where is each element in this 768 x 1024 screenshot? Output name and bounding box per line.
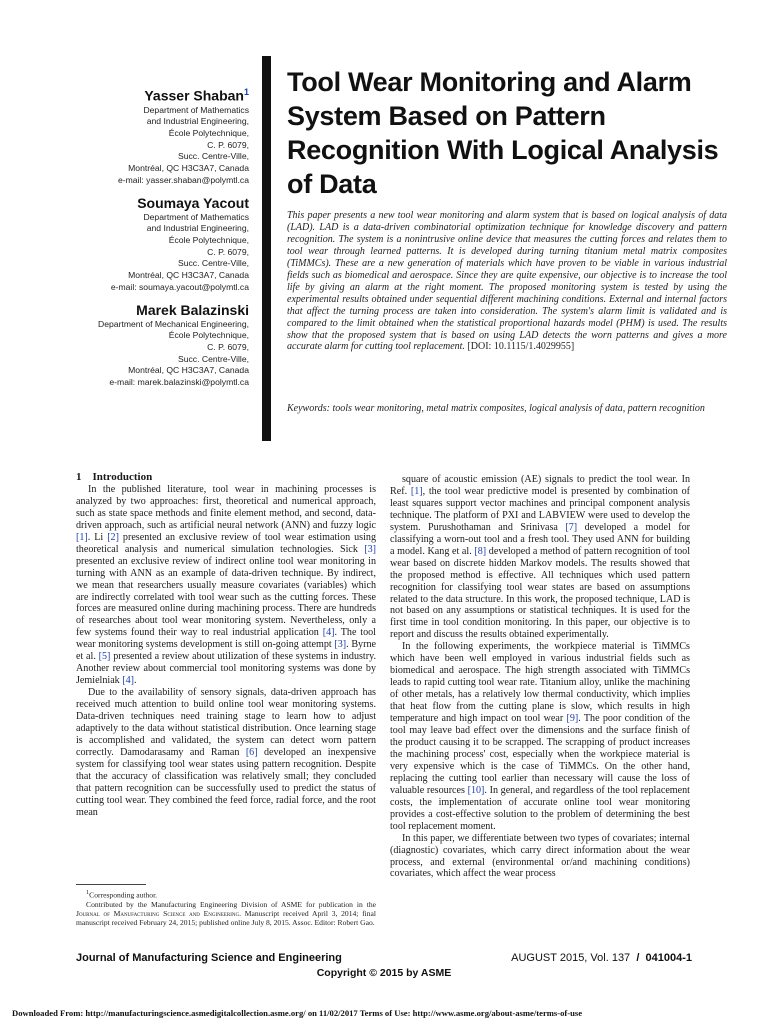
affiliation-line: C. P. 6079,: [207, 139, 249, 150]
affiliation-line: École Polytechnique,: [168, 234, 249, 245]
left-body: [76, 484, 376, 819]
text-run: developed an inexpensive system for classifying tool wear states using pattern recognition. Despite that the accuracy of classification was relatively small; they concluded that pattern recognition can be successfully used to predict the status of cutting tool wear. They combined the feed force, radial force, and the root mean: [76, 746, 376, 818]
text-run: .: [134, 675, 137, 687]
citation-link[interactable]: [1]: [410, 485, 423, 497]
body-paragraph: [390, 474, 690, 641]
right-column: [390, 474, 690, 880]
citation-link[interactable]: [3]: [334, 639, 347, 651]
body-paragraph: [390, 641, 690, 832]
author-footnote-marker[interactable]: 1: [243, 87, 249, 97]
citation-link[interactable]: [2]: [107, 531, 119, 543]
affiliation-line: Succ. Centre-Ville,: [177, 151, 249, 162]
footnote-corresponding-text: Corresponding author.: [89, 890, 158, 900]
text-run: In this paper, we differentiate between two types of covariates; internal (diagnostic) covariates, which carry direct information about the wear process, and external (environmental or/and machining conditions) covariates, which affect the wear process: [390, 832, 690, 880]
paper-title: Tool Wear Monitoring and Alarm System Based on Pattern Recognition With Logical Analysis of Data: [287, 67, 719, 199]
text-run: . Manuscript received April 3, 2014; final manuscript received February 24, 2015; published online July 8, 2015. Assoc. Editor: Robert Gao.: [76, 909, 377, 928]
title-rule-bar: [262, 56, 271, 441]
author-name-text: Yasser Shaban: [144, 87, 244, 104]
footnote-rule: [76, 884, 146, 885]
citation-link[interactable]: [6]: [245, 746, 258, 758]
text-run: presented a review about utilization of these systems in industry. Another review about commercial tool monitoring systems was done by Jemielniak: [76, 651, 377, 687]
section-number: 1: [76, 471, 82, 483]
affiliation-line: Montréal, QC H3C3A7, Canada: [128, 365, 249, 376]
journal-name: Journal of Manufacturing Science and Engineering: [76, 952, 342, 964]
affiliation-line: Department of Mathematics: [143, 211, 249, 222]
issue-info: [511, 952, 692, 964]
article-number: 041004-1: [645, 952, 692, 964]
affiliation-line: Department of Mechanical Engineering,: [98, 318, 249, 329]
text-run: . Li: [87, 531, 108, 543]
author-name: [96, 195, 249, 212]
footnotes: [76, 884, 376, 928]
text-run: developed a model for classifying a worn-out tool and a fresh tool. They used ANN for building a model. Kang et al.: [390, 521, 690, 557]
author-name-text: Marek Balazinski: [136, 301, 249, 318]
author-email[interactable]: e-mail: yasser.shaban@polymtl.ca: [118, 174, 249, 185]
abstract: [287, 210, 727, 353]
affiliation-line: Montréal, QC H3C3A7, Canada: [128, 163, 249, 174]
citation-link[interactable]: [8]: [474, 545, 487, 557]
footnote-marker: 1: [86, 889, 90, 896]
issue-text: AUGUST 2015, Vol. 137: [511, 952, 631, 964]
citation-link[interactable]: [10]: [467, 784, 485, 796]
affiliation-line: C. P. 6079,: [207, 341, 249, 352]
citation-link[interactable]: [3]: [364, 543, 376, 555]
author-0: [96, 84, 249, 187]
doi[interactable]: [DOI: 10.1115/1.4029955]: [467, 341, 575, 353]
author-name-text: Soumaya Yacout: [137, 194, 249, 211]
body-paragraph: [76, 484, 376, 687]
citation-link[interactable]: [1]: [76, 531, 88, 543]
section-title: Introduction: [92, 471, 153, 483]
text-run: developed a method of pattern recognition of tool wear based on discrete hidden Markov models. The results showed that the proposed method is effective. All techniques which used pattern recognition for classifying tool wear states are based on assumptions related to the data structure. In this work, the proposed technique, LAD is not based on any assumptions or statistical techniques. It is used for the first time in tool condition monitoring. In this paper, our objective is to report and discuss the results obtained experimentally.: [390, 545, 690, 641]
affiliation-line: and Industrial Engineering,: [146, 223, 249, 234]
citation-link[interactable]: [5]: [98, 651, 111, 663]
author-block: [96, 84, 249, 397]
author-email[interactable]: e-mail: soumaya.yacout@polymtl.ca: [110, 281, 249, 292]
right-body: [390, 474, 690, 880]
text-run: . In general, and regardless of the tool replacement costs, the implementation of accurate online tool wear monitoring provides a cost-effective solution to the problem of determining the best tool replacement moment.: [390, 784, 690, 832]
download-notice[interactable]: Downloaded From: http://manufacturingscience.asmedigitalcollection.asme.org/ on 11/02/2017 Terms of Use: http://www.asme.org/about-asme/terms-of-use: [12, 1008, 583, 1018]
affiliation-line: Department of Mathematics: [143, 104, 249, 115]
issue-separator: /: [636, 952, 640, 964]
text-run: . The tool wear monitoring systems development is still on-going attempt: [76, 627, 376, 651]
citation-link[interactable]: [4]: [122, 675, 135, 687]
affiliation-line: C. P. 6079,: [207, 246, 249, 257]
section-heading: [76, 472, 376, 484]
text-run: In the published literature, tool wear in machining processes is analyzed by two approaches: first, theoretical and numerical approach, such as state space methods and finite element method, and second, data-driven approach, such as artificial neural network (ANN) and fuzzy logic: [76, 483, 376, 531]
author-name: [96, 84, 249, 105]
text-run: . Byrne et al.: [76, 639, 376, 663]
text-run: presented an exclusive review of tool wear estimation using theoretical analysis and numerical simulation technologies. Sick: [76, 531, 376, 555]
author-email[interactable]: e-mail: marek.balazinski@polymtl.ca: [109, 377, 249, 388]
text-run: presented an exclusive review of indirect online tool wear monitoring in turning with ANN as an example of data-driven technique. By indirect, we mean that researchers usually measure covariates (variables) which are indirectly correlated with tool wear such as the cutting forces. These forces are measured online during machining process. There are hundreds of researches about tool wear monitoring system. Nevertheless, only a few systems found their way to real industrial application: [76, 555, 376, 639]
text-run: square of acoustic emission (AE) signals to predict the tool wear. In Ref.: [390, 474, 690, 497]
author-2: [96, 302, 249, 389]
text-run: Contributed by the Manufacturing Engineering Division of ASME for publication in the: [86, 899, 376, 909]
text-run: Due to the availability of sensory signals, data-driven approach has received much attention to build online tool wear monitoring systems. Data-driven techniques need training stage to learn how to adjust adaptively to the data without statistical distribution. Once learning stage is accomplished and validated, the system can detect worn pattern correctly. Damodarasamy and Raman: [76, 687, 376, 758]
text-run: In the following experiments, the workpiece material is TiMMCs which have been well employed in various industrial fields such as biomedical and aerospace. The high strength associated with TiMMCs leads to rapid cutting tool wear rate. Titanium alloy, unlike the machining of other metals, has a relatively low thermal conductivity, which implies that heat flow from the cutting plane is slow, which results in high temperature and high impact on tool wear: [390, 641, 690, 725]
affiliation-line: École Polytechnique,: [168, 128, 249, 139]
text-run: , the tool wear predictive model is presented by combination of least squares support vector machines and principal component analysis technique. The platform of PXI and LABVIEW were used to develop the system. Purushothaman and Srinivasa: [390, 485, 690, 533]
abstract-text: This paper presents a new tool wear monitoring and alarm system that is based on logical analysis of data (LAD). LAD is a data-driven combinatorial optimization technique for knowledge discovery and pattern recognition. The system is a nonintrusive online device that measures the cutting forces and relates them to tool wear through learned patterns. It is developed during turning titanium metal matrix composites (TiMMCs). These are a new generation of materials which have proven to be viable in various industrial fields such as biomedical and aerospace. Since they are quite expensive, our objective is to increase the tool life by giving an alarm at the right moment. The proposed monitoring system is tested by using the experimental results obtained under sequential different machining conditions. External and internal factors that affect the turning process are taken into consideration. The system's alarm limit is validated and is compared to the limit obtained when the statistical proportional hazards model (PHM) is used. The results show that the proposed system that is based on using LAD detects the worn patterns and gives a more accurate alarm for cutting tool replacement.: [287, 210, 727, 353]
affiliation-line: and Industrial Engineering,: [146, 116, 249, 127]
citation-link[interactable]: [9]: [566, 713, 579, 725]
journal-smallcaps: Journal of Manufacturing Science and Engineering: [76, 909, 240, 919]
affiliation-line: Succ. Centre-Ville,: [177, 258, 249, 269]
keywords: Keywords: tools wear monitoring, metal matrix composites, logical analysis of data, pattern recognition: [287, 403, 705, 414]
left-column: [76, 472, 376, 819]
footnote-corresponding: [76, 888, 376, 900]
citation-link[interactable]: [7]: [565, 521, 578, 533]
author-name: [96, 302, 249, 319]
footnote-contribution: [76, 900, 376, 928]
affiliation-line: Succ. Centre-Ville,: [177, 353, 249, 364]
copyright: Copyright © 2015 by ASME: [316, 967, 452, 979]
citation-link[interactable]: [4]: [322, 627, 335, 639]
affiliation-line: Montréal, QC H3C3A7, Canada: [128, 270, 249, 281]
affiliation-line: École Polytechnique,: [168, 330, 249, 341]
author-1: [96, 195, 249, 294]
body-paragraph: [390, 833, 690, 881]
body-paragraph: [76, 687, 376, 818]
text-run: . The poor condition of the tool may leave bad effect over the dimensions and the surface finish of the product causing it to be scrapped. The scrapping of product increases the machining process' cost, especially when the workpiece material is very expensive which is the case of TiMMCs. On the other hand, replacing the cutting tool earlier than necessary will cause the loss of valuable resources: [390, 713, 690, 796]
